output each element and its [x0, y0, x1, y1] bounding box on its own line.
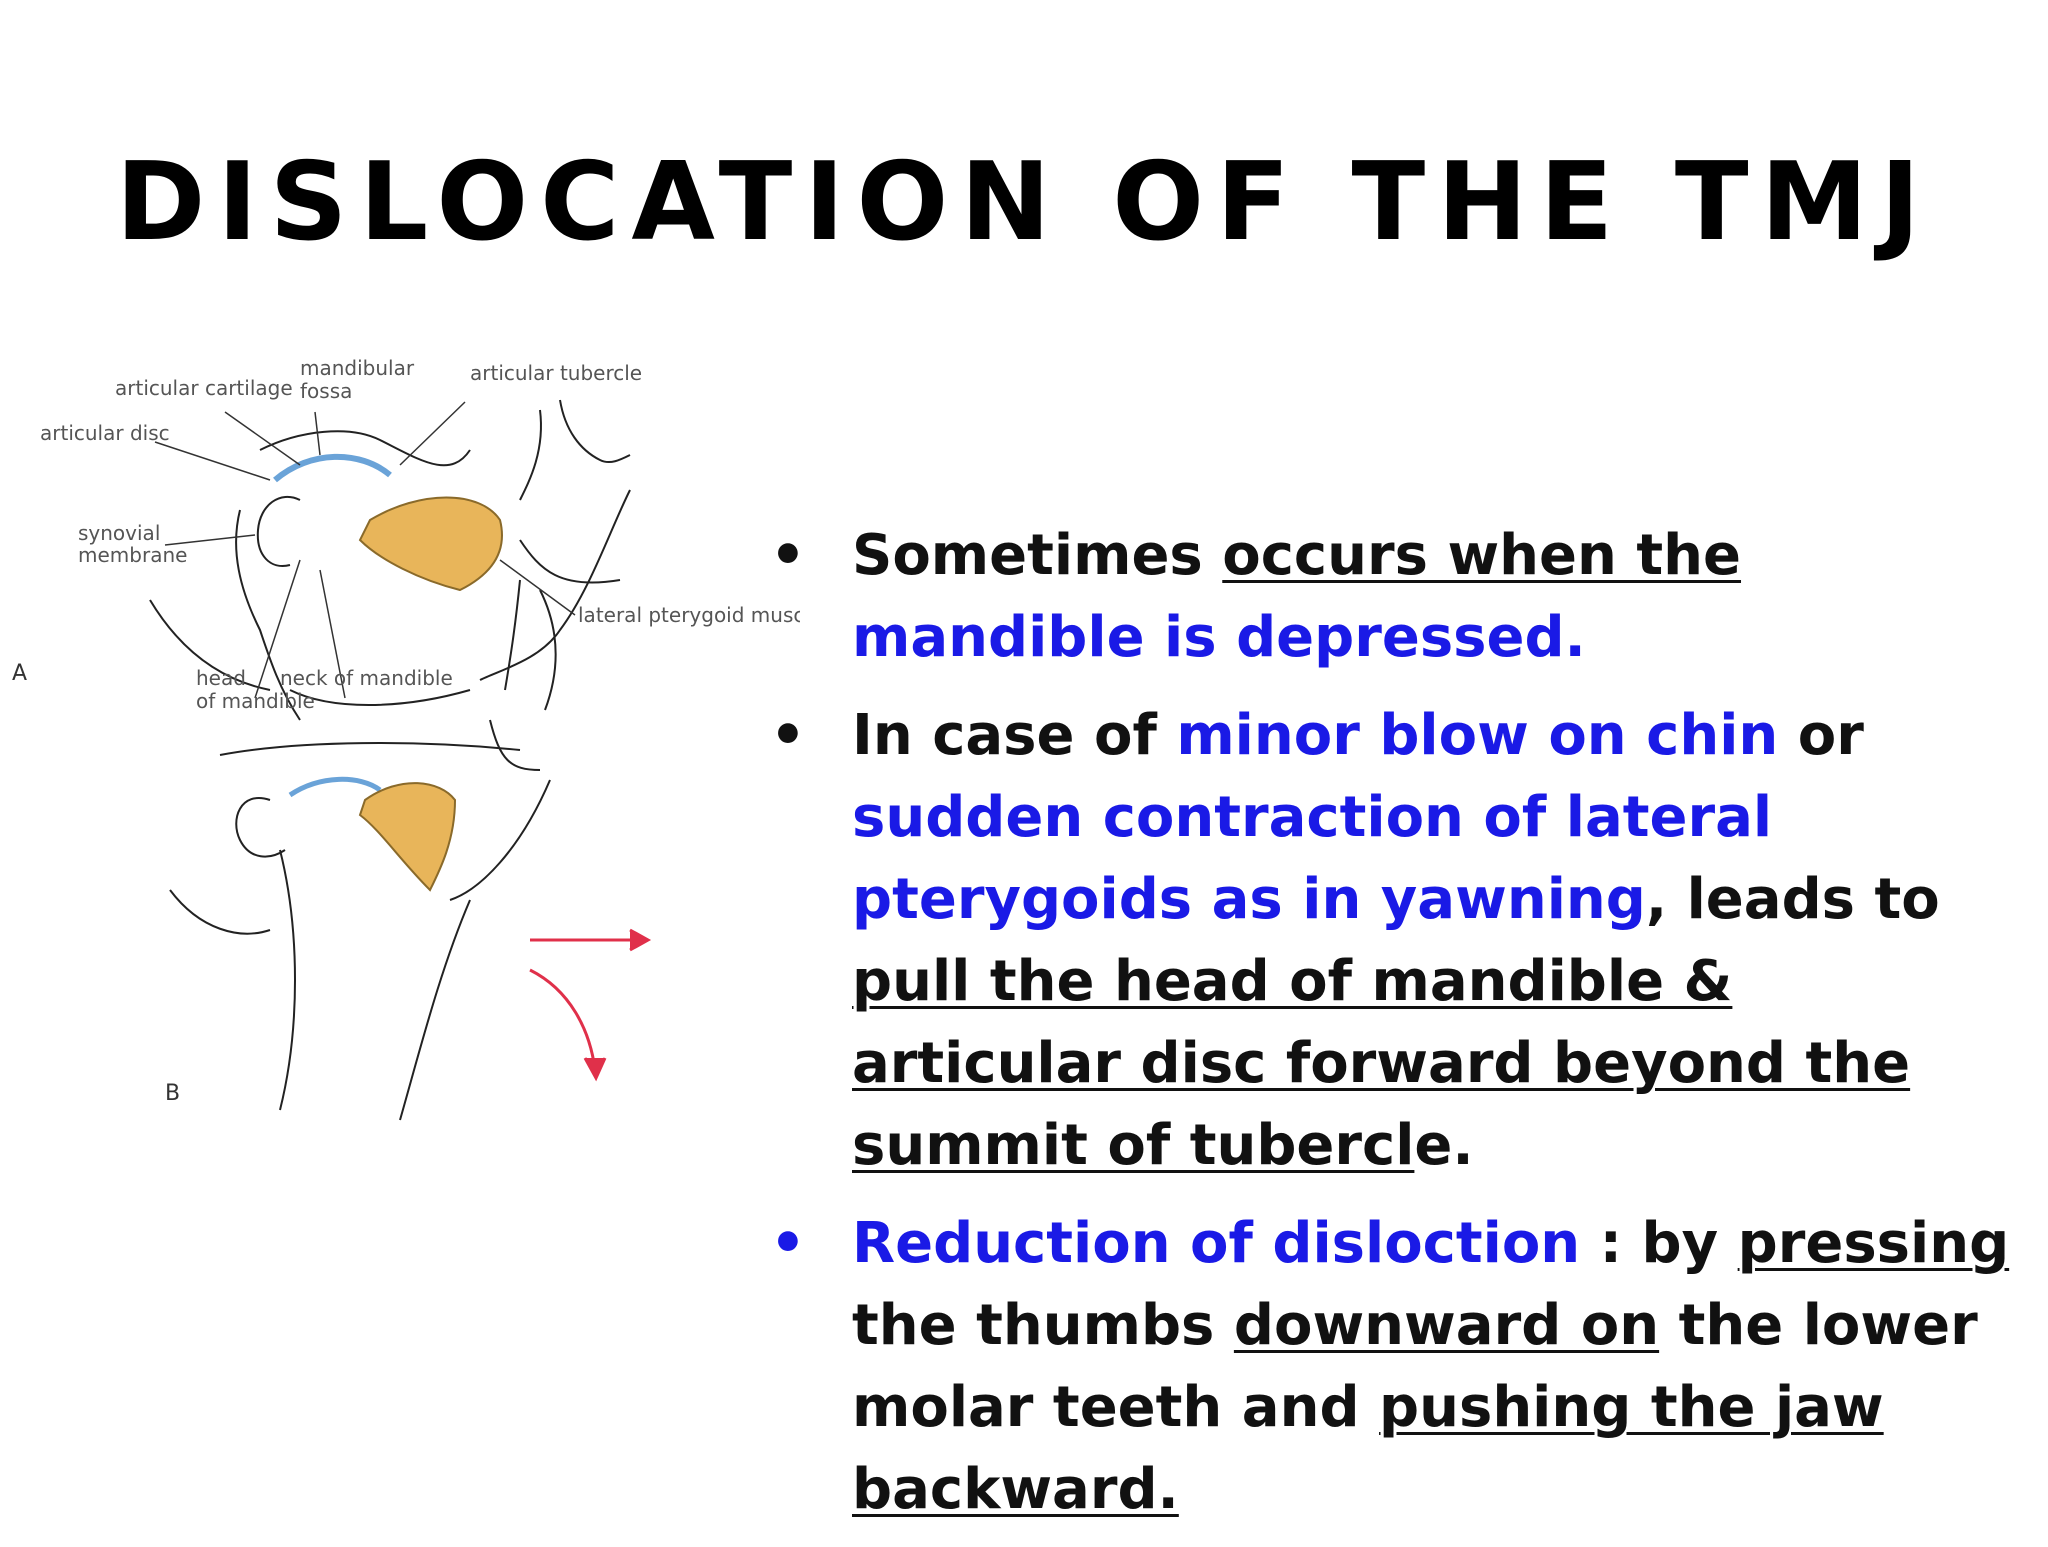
label-synovial-1: synovial	[78, 521, 161, 545]
bullet-item-2	[770, 695, 2020, 1187]
tmj-diagram-svg	[0, 330, 800, 1130]
arrows-b	[530, 930, 648, 1078]
label-synovial-2: membrane	[78, 543, 188, 567]
label-articular-disc: articular disc	[40, 421, 170, 445]
b3-text-pressing: pressing	[1737, 1211, 2010, 1276]
b2-text-underlined: pull the head of mandible & articular disc forward beyond the summit of tubercl	[852, 949, 1911, 1178]
b3-text-pushing: pushing the jaw backward.	[852, 1375, 1884, 1522]
b3-text-downward: downward on	[1233, 1293, 1660, 1358]
b2-text-or: or	[1778, 703, 1864, 768]
b1-text-blue: mandible is depressed.	[852, 605, 1586, 670]
b3-text-by: : by	[1580, 1211, 1738, 1276]
label-lateral-pterygoid: lateral pterygoid muscle	[578, 603, 800, 627]
label-articular-tubercle: articular tubercle	[470, 361, 643, 385]
label-panel-b: B	[165, 1081, 181, 1106]
label-head-1: head	[196, 666, 246, 690]
slide-title: DISLOCATION OF THE TMJ	[115, 140, 1933, 265]
label-panel-a: A	[12, 661, 28, 686]
b2-text-blue-1: minor blow on chin	[1176, 703, 1779, 768]
bullet-mark: •	[770, 703, 806, 768]
lateral-pterygoid-b	[360, 783, 455, 890]
b2-text-blue-2: sudden contraction of lateral pterygoids as in yawning	[852, 785, 1773, 932]
label-mandibular-fossa-1: mandibular	[300, 356, 415, 380]
tmj-diagram	[0, 330, 800, 1130]
bullet-list	[770, 515, 2020, 1547]
b2-text-end: e.	[1414, 1113, 1474, 1178]
label-mandibular-fossa-2: fossa	[300, 379, 353, 403]
label-head-2: of mandible	[196, 689, 315, 713]
b1-text-plain: Sometimes	[852, 523, 1223, 588]
b3-text-blue: Reduction of disloction	[852, 1211, 1581, 1276]
b3-text-teeth: the lower molar teeth and	[852, 1293, 1978, 1440]
label-articular-cartilage: articular cartilage	[115, 376, 293, 400]
bullet-mark: •	[770, 1211, 806, 1276]
pointer-lines-a	[155, 402, 575, 698]
b2-text-leads: , leads to	[1645, 867, 1940, 932]
label-neck: neck of mandible	[280, 666, 453, 690]
b1-text-underlined: occurs when the	[1222, 523, 1742, 588]
bullet-mark: •	[770, 523, 806, 588]
bullet-item-3	[770, 1203, 2020, 1531]
articular-disc-b	[290, 779, 380, 795]
b3-text-thumbs: the thumbs	[852, 1293, 1234, 1358]
bullet-item-1	[770, 515, 2020, 679]
lateral-pterygoid-a	[360, 498, 502, 591]
b2-text-plain: In case of	[852, 703, 1177, 768]
